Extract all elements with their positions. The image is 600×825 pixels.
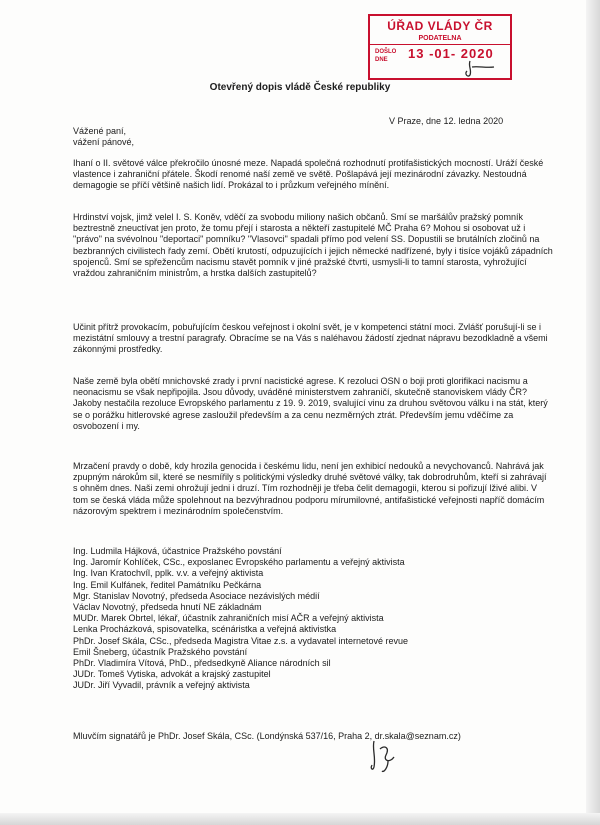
paragraph-3: Učinit přítrž provokacím, pobuřujícím českou veřejnost i okolní svět, je v kompetenci státní moci. Zvlášť porušují-li se i mezistátní smlouvy a trestní paragrafy. Obracíme se na Vás s naléhavou žádostí zjednat nápravu bezodkladně a všemi zákonnými prostředky. <box>73 322 548 355</box>
signatory: Ing. Ivan Kratochvíl, pplk. v.v. a veřejný aktivista <box>73 568 264 579</box>
signatory: Ing. Emil Kulfánek, ředitel Památníku Pečkárna <box>73 579 262 590</box>
salutation-line-2: vážení pánové, <box>73 137 135 148</box>
handwritten-signature-icon <box>366 735 406 775</box>
signatory: Václav Novotný, předseda hnutí NE základnám <box>73 602 262 613</box>
paragraph-5: Mrzačení pravdy o době, kdy hrozila genocida i českému lidu, není jen exhibicí nedouků a nevychovanců. Nahrává jak zpupným nárokům sil, které se nesmířily s politickými výsledky druhé světové války, tak dobrodruhům, kteří si zahrávají s ohněm dnes. Naši zemi ohrožují jedni i druzí. Tím rozhodněji je třeba čelit demagogii, kterou si pořizují lživé alibi. V tom se česká vláda může spolehnout na bezvýhradnou podporu mírumilovné, antifašistické veřejnosti napříč domácím názorovým spektrem i mezinárodním společenstvím. <box>73 461 547 516</box>
stamp-date: 13 -01- 2020 <box>408 46 494 61</box>
signatory: PhDr. Vladimíra Vítová, PhD., předsedkyně Aliance národních sil <box>73 658 331 669</box>
signatory: Lenka Procházková, spisovatelka, scénáristka a veřejná aktivistka <box>73 624 337 635</box>
spokesperson-contact: Mluvčím signatářů je PhDr. Josef Skála, CSc. (Londýnská 537/16, Praha 2, dr.skala@seznam.cz) <box>73 731 461 741</box>
paragraph-2: Hrdinství vojsk, jimž velel I. S. Koněv, vděčí za svobodu miliony našich občanů. Smí se maršálův pražský pomník beztrestně zneuctívat jen proto, že tomu přejí i starosta a někteří zastupitelé MČ Praha 6? Mohou si osobovat už i "právo" na svévolnou "deportaci" pomníku? "Vlasovci" spadali přímo pod velení SS. Dopustili se brutálních zločinů na bezbranných civilistech řady zemí. Obětí krutostí, odpuzujících i jejich německé nadřízené, byly i tisíce vojáků západních spojenců. Smí se spřežencům nacismu stavět pomník v jiné pražské čtvrti, usmysli-li to tamní starosta, vyhrožující vraždou zahraničním ministrům, a hrstka dalších zastupitelů? <box>73 212 553 279</box>
signatory: Mgr. Stanislav Novotný, předseda Asociace nezávislých médií <box>73 590 320 601</box>
paragraph-1: Ihaní o II. světové válce překročilo únosné meze. Napadá společná rozhodnutí protifašistických mocností. Uráží české vlastence i zahraniční přátele. Škodí renomé naší země ve světě. Pošlapává její mezinárodní závazky. Nestoudná demagogie se příčí většině našich lidí. Prokázal to i průzkum veřejného mínění. <box>73 158 544 191</box>
signatory: PhDr. Josef Skála, CSc., předseda Magistra Vitae z.s. a vydavatel internetové revue <box>73 635 409 646</box>
signatory: JUDr. Tomeš Vytiska, advokát a krajský zastupitel <box>73 669 271 680</box>
paragraph-4: Naše země byla obětí mnichovské zrady i první nacistické agrese. K rezoluci OSN o boji proti glorifikaci nacismu a neonacismu se však nepřipojila. Jsou důvody, uváděné ministerstvem zahraničí, skutečně stanoviskem vlády ČR? Jakoby nestačila rezoluce Evropského parlamentu z 19. 9. 2019, svalující vinu za druhou světovou válku i na stát, který se o porážku hitlerovské agrese zasloužil především a za cenu nezměrných ztrát. Především jemu vděčíme za osvobození i my. <box>73 376 548 431</box>
signatory: Ing. Ludmila Hájková, účastnice Pražského povstání <box>73 546 282 556</box>
stamp-label: DOŠLO DNE <box>375 49 397 63</box>
signatory: Emil Šneberg, účastník Pražského povstání <box>73 646 248 657</box>
scan-edge-right <box>586 0 600 825</box>
signatory: Ing. Jaromír Kohlíček, CSc., exposlanec Evropského parlamentu a veřejný aktivista <box>73 557 405 568</box>
scan-edge-bottom <box>0 813 600 825</box>
signatory: JUDr. Jiří Vyvadil, právník a veřejný aktivista <box>73 680 250 691</box>
registry-stamp <box>368 14 512 80</box>
salutation-line-1: Vážené paní, <box>73 126 127 136</box>
stamp-sub: PODATELNA <box>418 35 462 42</box>
stamp-office: ÚŘAD VLÁDY ČR <box>387 19 493 33</box>
stamp-signature-icon <box>458 58 498 78</box>
signatory: MUDr. Marek Obrtel, lékař, účastník zahraničních misí AČR a veřejný aktivista <box>73 613 384 624</box>
salutation <box>73 126 553 148</box>
signatories-list <box>73 546 553 692</box>
letter-title: Otevřený dopis vládě České republiky <box>209 82 391 93</box>
stamp-divider <box>370 44 510 45</box>
place-date: V Praze, dne 12. ledna 2020 <box>389 116 504 126</box>
